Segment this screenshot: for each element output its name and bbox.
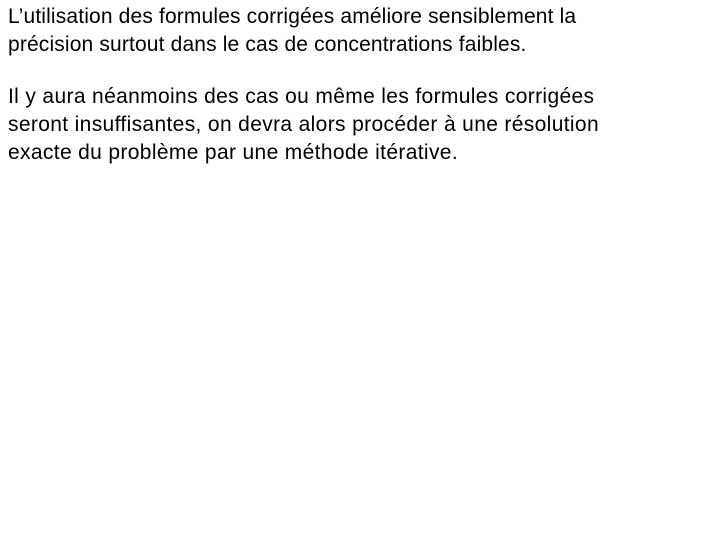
paragraph-corrected-formulas bbox=[8, 3, 718, 59]
text-line: exacte du problème par une méthode itérative. bbox=[8, 141, 459, 164]
paragraph-iterative-method bbox=[8, 83, 718, 167]
text-line: Il y aura néanmoins des cas ou même les formules corrigées bbox=[8, 85, 595, 108]
text-line: L’utilisation des formules corrigées améliore sensiblement la bbox=[8, 5, 577, 28]
text-line: précision surtout dans le cas de concentrations faibles. bbox=[8, 33, 527, 56]
text-line: seront insuffisantes, on devra alors procéder à une résolution bbox=[8, 113, 599, 136]
